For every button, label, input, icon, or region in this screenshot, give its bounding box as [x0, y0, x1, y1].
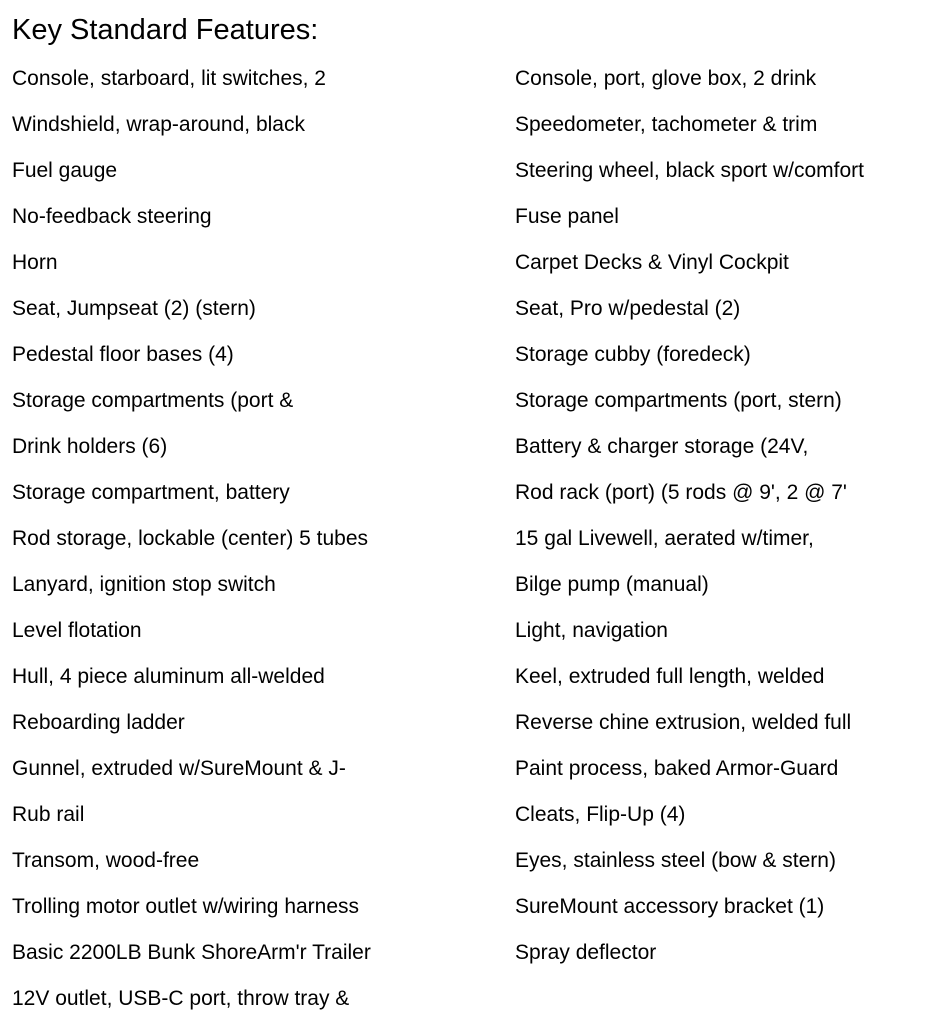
feature-item: Storage cubby (foredeck) — [515, 343, 751, 366]
feature-item: Drink holders (6) — [12, 435, 168, 458]
feature-item: Horn — [12, 251, 58, 274]
page-title: Key Standard Features: — [12, 14, 319, 46]
feature-item: SureMount accessory bracket (1) — [515, 895, 825, 918]
feature-item: Storage compartment, battery — [12, 481, 290, 504]
feature-item: Eyes, stainless steel (bow & stern) — [515, 849, 836, 872]
feature-item: 15 gal Livewell, aerated w/timer, — [515, 527, 814, 550]
right-feature-column — [515, 56, 940, 976]
feature-item: Speedometer, tachometer & trim — [515, 113, 818, 136]
feature-item: Rod storage, lockable (center) 5 tubes — [12, 527, 369, 550]
feature-item: Transom, wood-free — [12, 849, 200, 872]
feature-item: Console, starboard, lit switches, 2 — [12, 67, 326, 90]
feature-item: Windshield, wrap-around, black — [12, 113, 305, 136]
feature-item: Trolling motor outlet w/wiring harness — [12, 895, 360, 918]
left-feature-column — [12, 56, 502, 1022]
feature-item: Rod rack (port) (5 rods @ 9', 2 @ 7' — [515, 481, 847, 504]
feature-item: Lanyard, ignition stop switch — [12, 573, 276, 596]
feature-item: Console, port, glove box, 2 drink — [515, 67, 817, 90]
feature-item: Steering wheel, black sport w/comfort — [515, 159, 864, 182]
feature-item: Reboarding ladder — [12, 711, 185, 734]
feature-item: Carpet Decks & Vinyl Cockpit — [515, 251, 789, 274]
feature-item: Basic 2200LB Bunk ShoreArm'r Trailer — [12, 941, 371, 964]
feature-item: Keel, extruded full length, welded — [515, 665, 825, 688]
feature-item: Hull, 4 piece aluminum all-welded — [12, 665, 325, 688]
feature-item: Cleats, Flip-Up (4) — [515, 803, 686, 826]
feature-item: Pedestal floor bases (4) — [12, 343, 234, 366]
feature-item: Paint process, baked Armor-Guard — [515, 757, 839, 780]
feature-item: Light, navigation — [515, 619, 668, 642]
feature-item: Bilge pump (manual) — [515, 573, 709, 596]
feature-item: Storage compartments (port & — [12, 389, 294, 412]
feature-item: Fuel gauge — [12, 159, 118, 182]
feature-item: Spray deflector — [515, 941, 657, 964]
feature-item: Gunnel, extruded w/SureMount & J- — [12, 757, 346, 780]
feature-item: Fuse panel — [515, 205, 619, 228]
feature-item: Level flotation — [12, 619, 142, 642]
feature-item: Battery & charger storage (24V, — [515, 435, 809, 458]
feature-item: Rub rail — [12, 803, 85, 826]
feature-item: Reverse chine extrusion, welded full — [515, 711, 852, 734]
feature-item: Seat, Jumpseat (2) (stern) — [12, 297, 256, 320]
feature-item: Storage compartments (port, stern) — [515, 389, 842, 412]
feature-item: 12V outlet, USB-C port, throw tray & — [12, 987, 350, 1010]
feature-item: Seat, Pro w/pedestal (2) — [515, 297, 741, 320]
feature-item: No-feedback steering — [12, 205, 212, 228]
